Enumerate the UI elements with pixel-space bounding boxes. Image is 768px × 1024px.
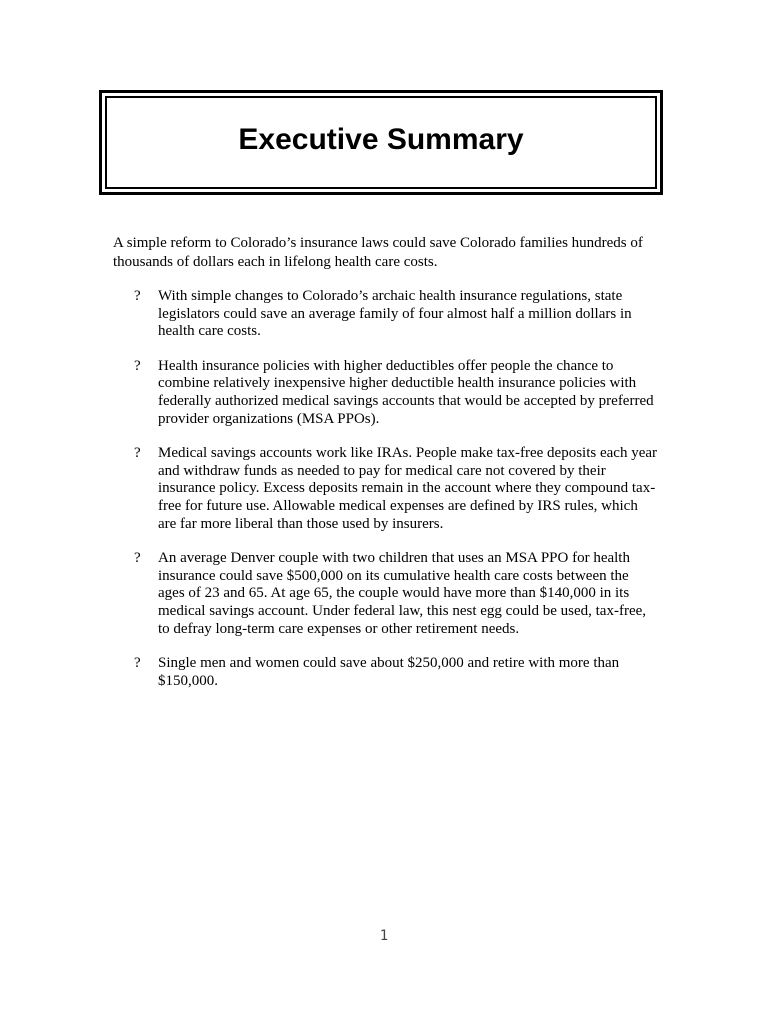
bullet-marker: ? (134, 655, 141, 672)
bullet-item (113, 358, 658, 428)
bullet-text: Single men and women could save about $250,000 and retire with more than $150,000. (158, 655, 620, 689)
bullet-text: Health insurance policies with higher deductibles offer people the chance to combine relatively inexpensive higher deductible health insurance policies with federally authorized medical savings accounts that would be accepted by preferred provider organizations (MSA PPOs). (158, 357, 654, 427)
bullet-item (113, 655, 658, 690)
bullet-text: An average Denver couple with two children that uses an MSA PPO for health insurance could save $500,000 on its cumulative health care costs between the ages of 23 and 65. At age 65, the couple would have more than $140,000 in its medical savings account. Under federal law, this nest egg could be used, tax-free, to defray long-term care expenses or other retirement needs. (158, 550, 647, 637)
bullet-item (113, 288, 658, 341)
page-title: Executive Summary (238, 122, 524, 156)
bullet-marker: ? (134, 445, 141, 462)
page-number: 1 (379, 928, 389, 944)
bullet-text: Medical savings accounts work like IRAs. People make tax-free deposits each year and withdraw funds as needed to pay for medical care not covered by their insurance policy. Excess deposits remain in the account where they compound tax-free for future use. Allowable medical expenses are defined by IRS rules, which are far more liberal than those used by insurers. (158, 445, 657, 532)
intro-paragraph: A simple reform to Colorado’s insurance laws could save Colorado families hundreds of thousands of dollars each in lifelong health care costs. (113, 235, 643, 270)
title-box (99, 90, 663, 195)
bullet-item (113, 550, 658, 638)
bullet-marker: ? (134, 288, 141, 304)
bullet-marker: ? (134, 357, 141, 374)
title-box-inner-border (105, 96, 657, 189)
bullet-item (113, 445, 658, 533)
bullet-list (113, 288, 658, 707)
bullet-text: With simple changes to Colorado’s archaic health insurance regulations, state legislators could save an average family of four almost half a million dollars in health care costs. (158, 288, 632, 340)
bullet-marker: ? (134, 550, 141, 567)
